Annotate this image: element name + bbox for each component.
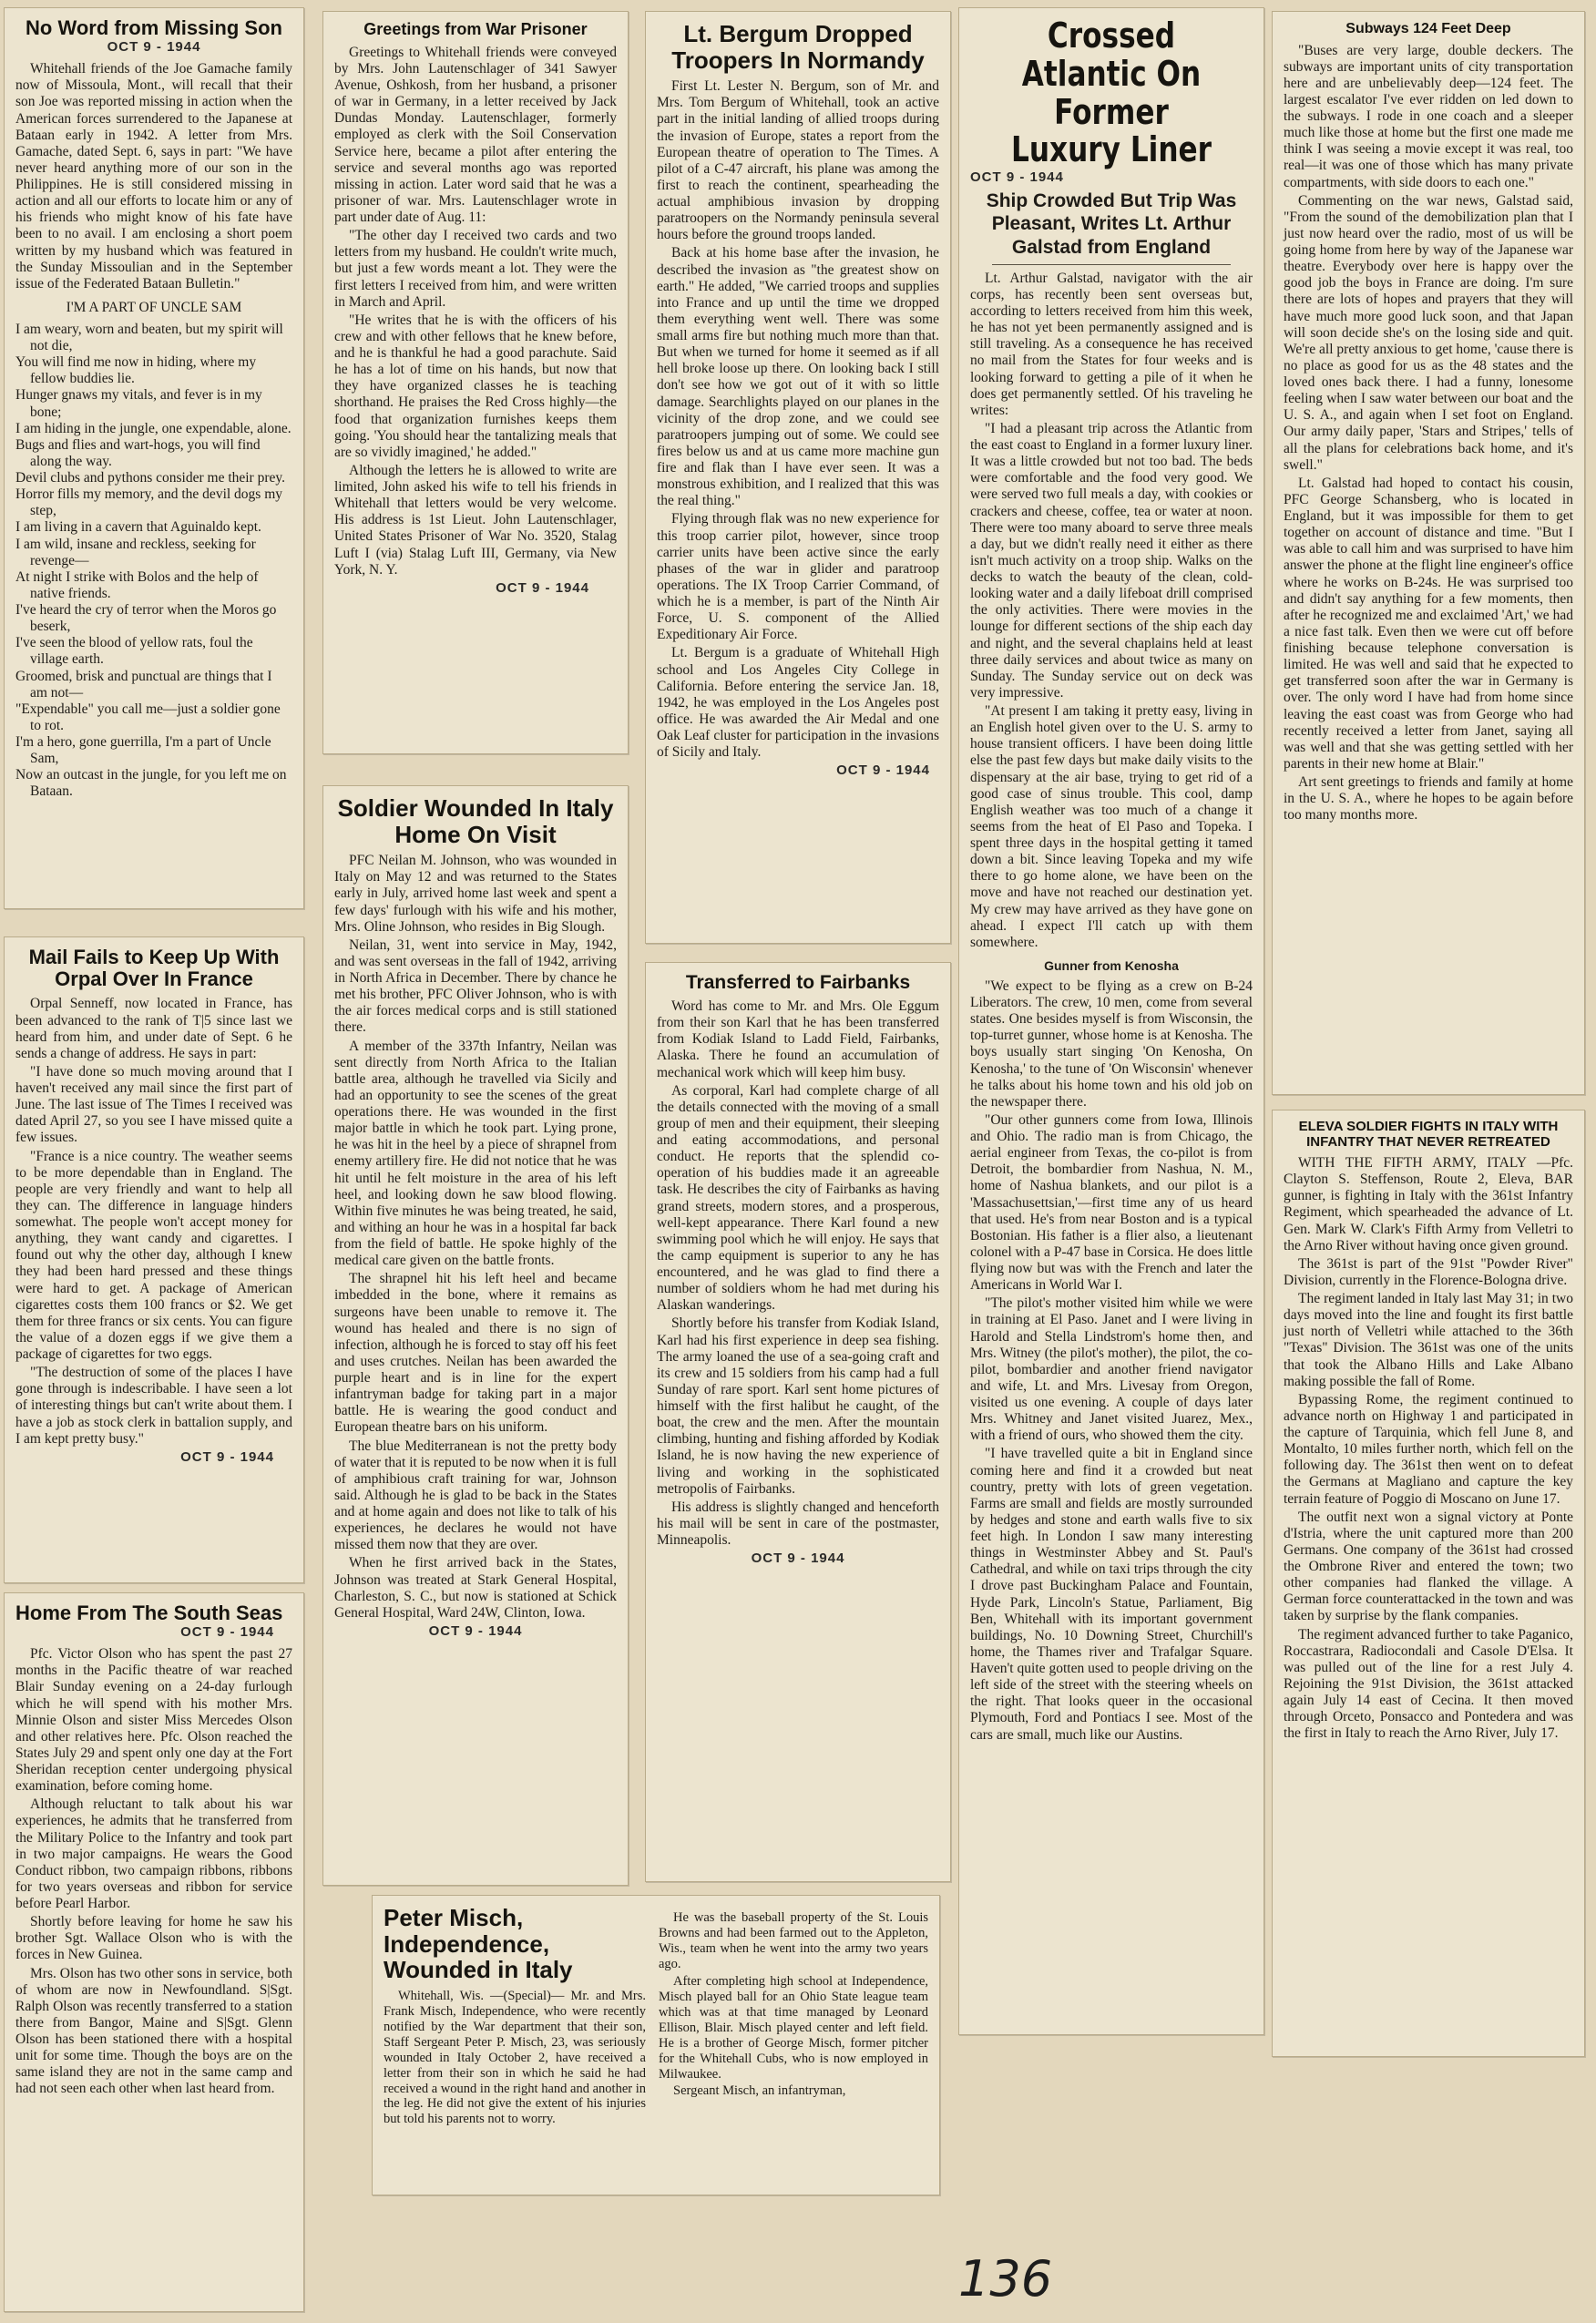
paragraph: Shortly before his transfer from Kodiak Island, Karl had his first experience in deep sea fishing. The army loaned the use of a sea-going craft and its crew and 15 soldiers from his camp had a full Sunday of rare sport. Karl sent home pictures of himself with the first halibut he caught, of the boat, the crew and the men. After the mountain climbing, hunting and fishing afforded by Kodiak Island, he is now having the new experience of living and working in the sophisticated metropolis of Fairbanks. [657,1315,939,1497]
poem-line: Hunger gnaws my vitals, and fever is in my bone; [15,387,262,420]
poem-line: I've seen the blood of yellow rats, foul the village earth. [15,635,253,668]
paragraph: Whitehall, Wis. —(Special)— Mr. and Mrs. Frank Misch, Independence, who were recently notified by the War department that their son, Staff Sergeant Peter P. Misch, 23, was seriously wounded in Italy October 2, have received a letter from their son in which he said he had received a wound in the right hand and another in the leg. He did not give the extent of his injuries but told his parents not to worry. [384,1988,646,2127]
article-peter-misch [372,1895,940,2195]
body-peter-misch-b [659,1910,928,2129]
paragraph: "I had a pleasant trip across the Atlantic from the east coast to England in a former luxury liner. It was a little crowded but not too bad. The beds were comfortable and the food very good. We were served two full meals a day, with cookies or crackers and cheese, coffee, tea or water at noon. There were too many aboard to serve three meals a day, but we didn't really need it either as there isn't much activity on a troop ship. Walks on the decks to watch the beauty of the clean, cold-looking water and a daily lifeboat drill comprised the only activities. There were movies in the lounge for different sections of the ship each day and night, and the several chaplains held at least three daily services and about twice as many on Sunday. The Sunday service out on deck was very impressive. [970,420,1253,701]
poem-line: I'm a hero, gone guerrilla, I'm a part of Uncle Sam, [15,734,271,767]
headline-galstad: Crossed Atlantic On Former Luxury Liner [1010,15,1212,170]
poem-line: You will find me now in hiding, where my fellow buddies lie. [15,354,257,387]
poem-line: At night I strike with Bolos and the help of native friends. [15,568,259,601]
paragraph: "We expect to be flying as a crew on B-24 Liberators. The crew, 10 men, come from several states. One besides myself is from Wisconsin, the top-turret gunner, whose home is at Kenosha. The boys usually start singing 'On Kenosha, On Kenosha,' to the tune of 'On Wisconsin' whenever he talks about his home town and his old job on the newspaper there. [970,977,1253,1110]
article-galstad [958,7,1264,2035]
poem-line: Groomed, brisk and punctual are things that I am not— [15,668,272,701]
paragraph: The regiment landed in Italy last May 31; in two days moved into the line and fought its first battle just north of Velletri while attached to the 36th "Texas" Division. The 361st was one of the units that took the Albano Hills and Lake Albano making possible the fall of Rome. [1284,1291,1573,1389]
paragraph: Word has come to Mr. and Mrs. Ole Eggum from their son Karl that he has been transferred from Kodiak Island to Ladd Field, Fairbanks, Alaska. There he found an accumulation of mechanical work which will keep him busy. [657,998,939,1080]
paragraph: "At present I am taking it pretty easy, living in an English hotel given over to the U. S. army to house transient officers. I have been doing little else the past few days but make daily visits to the dispensary at the air base, trying to get rid of a good case of sinus trouble. This cool, damp English weather was too much of a change it seems from the heat of El Paso and Topeka. I spent three days in the hospital getting it tamed down a bit. Since leaving Topeka and my wife there to go home alone, we have been on the move and have not reached our destination yet. My crew may have arrived as they have gone on ahead. I expect I'll catch up with them somewhere. [970,703,1253,950]
paragraph: The shrapnel hit his left heel and became imbedded in the bone, where it remains as surgeons have been unable to remove it. The wound has healed and there is no sign of infection, although he is forced to stay off his feet and uses crutches. Neilan has been awarded the purple heart and is in line for the expert infantryman badge for taking part in a major battle. He is wearing the good conduct and European theatre bars on his uniform. [334,1271,617,1436]
headline-missing-son: No Word from Missing Son [26,16,282,39]
paragraph: Flying through flak was no new experience for this troop carrier pilot, however, since troop carrier units have been active since the early phases of the war in glider and paratroop operations. The IX Troop Carrier Command, of which he is a member, is part of the Ninth Air Force, U. S. component of the Allied Expeditionary Air Force. [657,511,939,643]
article-subways [1272,11,1585,1095]
paragraph: Sergeant Misch, an infantryman, [673,2083,846,2099]
paragraph: Although the letters he is allowed to write are limited, John asked his wife to tell his friends in Whitehall that letters would be very welcome. His address is 1st Lieut. John Lautenschlager, United States Prisoner of War No. 3520, Stalag Luft I (via) Stalag Luft III, Germany, via New York, N. Y. [334,462,617,578]
paragraph: Lt. Galstad had hoped to contact his cousin, PFC George Schansberg, who is located in England, but it was impossible for them to get together on account of distance and time. "But I was able to call him and was surprised to have him answer the phone at the flight line engineer's office where he works on B-24s. He was surprised too and didn't say anything for a few moments, then after he recognized me and exclaimed 'Art,' we had a nice fast talk. Even then we were cut off before finishing because telephone conversation is limited. He was well and said that he expected to get transferred soon after the war in Germany is over. The only word I have had from home since leaving the east coast was from George who had recently received a letter from Janet, saying all was well and that she was getting settled with her parents in their new home at Blair." [1284,475,1573,772]
paragraph: A member of the 337th Infantry, Neilan was sent directly from North Africa to the Italian battle area, although he travelled via Sicily and had an opportunity to see the scenes of the great operations there. He was wounded in the first major battle in which he took part. Lying prone, he was hit in the heel by a piece of shrapnel from enemy artillery fire. He did not notice that he was hit until he felt moisture in the area of his left heel, and looking down he saw blood flowing. Within five minutes he was being treated, he said, and withing an hour he was in a hospital far back from the field of battle. He spoke highly of the medical care given on the battle fronts. [334,1038,617,1269]
paragraph: Back at his home base after the invasion, he described the invasion as "the greatest show on earth." He added, "We carried troops and supplies into France and up until the time we dropped them everything went well. There was some small arms fire but nothing much more than that. But when we turned for home it seemed as if all hell broke loose up there. On looking back I still don't see how we got out of it with so little damage. Searchlights played on our planes in the vicinity of the drop zone, and we could see paratroopers jumping out of some. We could see fires below us and at us came more machine gun fire and flak than I have ever seen. It was a monstrous exhibition, and I realized that this was the real thing." [657,245,939,509]
article-fairbanks [645,962,951,1882]
poem-title: I'M A PART OF UNCLE SAM [66,299,242,315]
headline-mail-fails: Mail Fails to Keep Up With Orpal Over In France [28,946,280,991]
headline-bergum: Lt. Bergum Dropped Troopers In Normandy [671,20,925,74]
article-bergum [645,11,951,944]
poem-line: "Expendable" you call me—just a soldier gone to rot. [15,701,281,733]
paragraph: When he first arrived back in the States, Johnson was treated at Stark General Hospital, Charleston, S. C., but now is stationed at Schick General Hospital, Ward 24W, Clinton, Iowa. [334,1555,617,1621]
headline-subways: Subways 124 Feet Deep [1345,21,1511,36]
paragraph: "I have travelled quite a bit in England since coming here and find it a crowded but neat country, pretty with lots of green vegetation. Farms are small and fields are mostly surrounded by hedges and stone and earth walls five to six feet high. In London I saw many interesting things in Westminster Abbey and St. Paul's Cathedral, and while on taxi trips through the city I drove past Buckingham Palace and Fountain, Hyde Park, Lincoln's Statue, Parliament, Big Ben, Whitehall with its important government buildings, No. 10 Downing Street, Churchill's home, the Thames river and Trafalgar Square. Haven't quite gotten used to people driving on the left side of the street with the steering wheels on the right. That looks queer in the occasional Plymouth, Ford and Pontiacs I see. Most of the cars are small, much like our Austins. [970,1446,1253,1743]
headline-peter-misch: Peter Misch, Independence, Wounded in Italy [384,1904,573,1984]
body-south-seas [15,1646,292,2097]
date-stamp: OCT 9 - 1944 [970,169,1064,186]
paragraph: First Lt. Lester N. Bergum, son of Mr. and Mrs. Tom Bergum of Whitehall, took an active part in the initial landing of allied troops during the invasion of Europe, states a report from the European theatre of operation to The Times. A pilot of a C-47 aircraft, his plane was among the first to reach the continent, spearheading the actual amphibious invasion by dropping paratroopers on the Normandy peninsula several hours before the ground troops landed. [657,78,939,243]
paragraph: "Buses are very large, double deckers. The subways are important units of city transportation here and are unbelievably deep—124 feet. The largest escalator I've ever ridden on led down to the subways. I rode in one coach and a sleeper much like those at home but the first one made me think I was seeing a movie except it was real, too real—it was one of those which has many private compartments, with side doors to each one." [1284,42,1573,190]
body-greetings [334,45,617,578]
paragraph: As corporal, Karl had complete charge of all the details connected with the moving of a small group of men and their equipment, their sleeping and eating accommodations, and personal conduct. He reports that the splendid co-operation of his buddies made it an agreeable task. He describes the city of Fairbanks as having grand streets, modern stores, and a prosperous, well-kept appearance. There Karl found a new swimming pool which he will enjoy. He says that the camp equipment is superior to any he has encountered, and he was glad to find there a number of soldiers whom he had met during his Alaskan wanderings. [657,1082,939,1314]
date-stamp: OCT 9 - 1944 [751,1550,845,1567]
date-stamp: OCT 9 - 1944 [836,762,930,779]
paragraph: Art sent greetings to friends and family at home in the U. S. A., where he hopes to be again before too many months more. [1284,774,1573,824]
headline-south-seas: Home From The South Seas [15,1602,283,1624]
headline-fairbanks: Transferred to Fairbanks [685,972,911,993]
paragraph: Pfc. Victor Olson who has spent the past 27 months in the Pacific theatre of war reached Blair Sunday evening on a 24-day furlough which he will spend with his mother Mrs. Minnie Olson and sister Miss Mercedes Olson and other relatives here. Pfc. Olson reached the States July 29 and spent only one day at the Fort Sheridan reception center undergoing physical examination, before coming home. [15,1646,292,1795]
headline-soldier-wounded: Soldier Wounded In Italy Home On Visit [337,794,614,848]
paragraph: Bypassing Rome, the regiment continued to advance north on Highway 1 and participated in the capture of Tarquinia, which fell June 8, and Montalto, 10 miles further north, which fell on the following day. The 361st then went on to defeat the Germans at Magliano and capture the key terrain feature of Poggio di Moscano on June 17. [1284,1391,1573,1507]
article-south-seas [4,1592,304,2312]
body-galstad-2 [970,978,1253,1744]
paragraph: The outfit next won a signal victory at Ponte d'Istria, where the unit captured more than 200 Germans. One company of the 361st had crossed the Ombrone River and entered the town; two other companies had flanked the village. A German force counterattacked in the town and was taken by surprise by the flank companies. [1284,1509,1573,1624]
poem [15,322,292,801]
paragraph: Lt. Bergum is a graduate of Whitehall High school and Los Angeles City College in California. Before entering the service Jan. 18, 1942, he was employed in the Los Angeles post office. He was awarded the Air Medal and one Oak Leaf cluster for participation in the invasions of Sicily and Italy. [657,645,939,761]
body-missing-son [15,61,292,292]
article-greetings [322,11,629,754]
paragraph: "France is a nice country. The weather seems to be more dependable than in England. The people are very friendly and want to help all they can. The difference in language hinders somewhat. The people won't accept money for anything, they want candy and cigarettes. I found out why the other day, although I knew they had been hard pressed and these things were hard to get. A package of American cigarettes costs them 100 francs or $2. We get them for three francs or six cents. You can figure the value of a dozen eggs if we give them a package of cigarettes for two eggs. [15,1148,292,1362]
paragraph: "I have done so much moving around that I haven't received any mail since the first part of June. The last issue of The Times I received was dated April 27, so you see I have missed quite a few issues. [15,1063,292,1146]
date-stamp: OCT 9 - 1944 [496,579,589,596]
paragraph: "The other day I received two cards and two letters from my husband. He couldn't write much, but just a few words meant a lot. They were the first letters I received from him, and were written in March and April. [334,228,617,310]
poem-line: Horror fills my memory, and the devil dogs my step, [15,486,283,519]
date-stamp: OCT 9 - 1944 [180,1624,274,1641]
body-soldier-wounded [334,853,617,1622]
headline-eleva: ELEVA SOLDIER FIGHTS IN ITALY WITH INFANTRY THAT NEVER RETREATED [1298,1119,1559,1150]
paragraph: His address is slightly changed and henceforth his mail will be sent in care of the postmaster, Minneapolis. [657,1499,939,1549]
headline-greetings: Greetings from War Prisoner [363,20,588,38]
paragraph: WITH THE FIFTH ARMY, ITALY —Pfc. Clayton S. Steffenson, Route 2, Eleva, BAR gunner, is fighting in Italy with the 361st Infantry Regiment, which spearheaded the advance of Lt. Gen. Mark W. Clark's Fifth Army from Velletri to the Arno River without having once given ground. [1284,1155,1573,1254]
page-number: 136 [958,2250,1053,2308]
subhead-kenosha: Gunner from Kenosha [1044,957,1179,973]
article-mail-fails [4,936,304,1583]
paragraph: Orpal Senneff, now located in France, has been advanced to the rank of T|5 since last we heard from him, and under date of Sept. 6 he sends a change of address. He says in part: [15,996,292,1061]
body-bergum [657,78,939,761]
divider [992,264,1231,265]
paragraph: "He writes that he is with the officers of his crew and with other fellows that he knew before, and he is thankful he had a good parachute. Said he has a lot of time on his hands, but now that they have organized classes he is teaching shorthand. He praises the Red Cross highly—the food that organization furnishes keeps them going. 'You should hear the tantalizing meals that are so vividly imagined,' he added." [334,312,617,460]
date-stamp: OCT 9 - 1944 [180,1448,274,1465]
paragraph: Greetings to Whitehall friends were conveyed by Mrs. John Lautenschlager of 341 Sawyer Avenue, Oshkosh, from her husband, a prisoner of war in Germany, in a letter received by Jack Dundas Monday. Lautenschlager, formerly employed as clerk with the Soil Conservation Service here, became a pilot after entering the service and several months ago was reported missing in action. Later word said that he was a prisoner of war. Mrs. Lautenschlager wrote in part under date of Aug. 11: [334,44,617,226]
body-peter-misch-a [384,1989,646,2128]
paragraph: "The destruction of some of the places I have gone through is indescribable. I have seen a lot of interesting things but can't write about them. I have a job as stock clerk in battalion supply, and I am kept pretty busy." [15,1365,292,1447]
poem-line: I've heard the cry of terror when the Moros go beserk, [15,602,277,635]
paragraph: Although reluctant to talk about his war experiences, he admits that he transferred from the Military Police to the Infantry and took part in two major campaigns. He wears the Good Conduct ribbon, two campaign ribbons, ribbons for two years overseas and ribbon for service before Pearl Harbor. [15,1796,292,1912]
poem-line: Devil clubs and pythons consider me their prey. [15,470,286,486]
article-eleva [1272,1110,1585,2057]
paragraph: He was the baseball property of the St. Louis Browns and had been farmed out to the Appleton, Wis., team when he went into the army two years ago. [659,1910,928,1971]
article-missing-son [4,7,304,909]
body-fairbanks [657,998,939,1549]
body-subways [1284,43,1573,824]
paragraph: The regiment advanced further to take Paganico, Roccastrara, Radiocondali and Casole D'Elsa. It was pulled out of the line for a rest July 4. Rejoining the 91st Division, the 361st attacked again July 14 east of Cecina. It then moved through Orceto, Ponsacco and Pontedera and was the first in Italy to reach the Arno River, July 17. [1284,1626,1573,1742]
body-eleva [1284,1155,1573,1742]
body-mail-fails [15,996,292,1447]
paragraph: Lt. Arthur Galstad, navigator with the air corps, has recently been sent overseas but, according to letters received from him this week, he has not yet been permanently assigned and is still traveling. As a consequence he has received no mail from the States for four weeks and is looking forward to getting a pile of it when he does get permanently settled. Of his traveling he writes: [970,270,1253,418]
paragraph: Mrs. Olson has two other sons in service, both of whom are now in Newfoundland. S|Sgt. Ralph Olson was recently transferred to a station there from Bangor, Maine and S|Sgt. Glenn Olson has been stationed there with a hospital unit for some time. Though the boys are on the same island they are not in the same camp and had not seen each other when last heard from. [15,1965,292,2097]
paragraph: After completing high school at Independence, Misch played ball for an Ohio State league team which was at that time managed by Leonard Ellison, Blair. Misch played center and left field. He is a brother of George Misch, former pitcher for the Whitehall Cubs, who is now employed in Milwaukee. [659,1973,928,2082]
deck-galstad: Ship Crowded But Trip Was Pleasant, Writes Lt. Arthur Galstad from England [986,190,1237,258]
poem-line: I am weary, worn and beaten, but my spirit will not die, [15,321,283,354]
poem-line: Now an outcast in the jungle, for you left me on Bataan. [15,767,287,800]
article-soldier-wounded [322,785,629,1886]
paragraph: "Our other gunners come from Iowa, Illinois and Ohio. The radio man is from Chicago, the aerial engineer from Texas, the co-pilot is from Detroit, the bombardier from Nashua, N. M., home of Nashua blankets, and our pilot is a 'Massachusettsian,'—first time any of us heard that used. He's from near Boston and is a typical Bostonian. His father is a flier also, a lieutenant colonel with a P-47 base in Corsica. He does little flying now but was with the French and later the Americans in World War I. [970,1111,1253,1294]
paragraph: Neilan, 31, went into service in May, 1942, and was sent overseas in the fall of 1942, arriving in North Africa in December. There by chance he met his brother, PFC Oliver Johnson, who is with the air forces medical corps and is still stationed there. [334,936,617,1036]
paragraph: The blue Mediterranean is not the pretty body of water that it is reputed to be now when it is full of amphibious craft training for war, Johnson said. Although he is glad to be back in the States and at home again and does not like to talk of his experiences, he declares he would not have missed them now that they are over. [334,1438,617,1553]
paragraph: The 361st is part of the 91st "Powder River" Division, currently in the Florence-Bologna drive. [1284,1255,1573,1288]
date-stamp: OCT 9 - 1944 [107,39,201,56]
body-galstad [970,271,1253,951]
date-stamp: OCT 9 - 1944 [428,1622,523,1639]
poem-line: I am wild, insane and reckless, seeking for revenge— [15,536,256,568]
paragraph: "The pilot's mother visited him while we were in training at El Paso. Janet and I were living in Harold and Stella Lindstrom's home then, and Mrs. Witney (the pilot's mother), the pilot, the co-pilot, bombardier and another friend navigator and wife, Lt. and Mrs. Livesay from Oregon, visited us one evening. A couple of days later Mrs. Whitney and Janet visited Juarez, Mex., with a friend of ours, who showed them the city. [970,1295,1253,1444]
paragraph: Commenting on the war news, Galstad said, "From the sound of the demobilization plan that I just now heard over the radio, most of us will be going home from here by way of the Japanese war theatre. Everybody over here is happy over the good job the boys in France are doing. I'm sure there are lots of hopes and prayers that they will have much more good luck soon, and that Japan will soon decide she's on the losing side and quit. We're all pretty anxious to get home, 'cause there is no place as good for us as the 48 states and the loved ones back there. I had a funny, lonesome feeling when I saw water between our boat and the U. S. A., and again when I set foot on England. Our army daily paper, 'Stars and Stripes,' tells of all the plans for celebrations back home, and it's swell." [1284,192,1573,473]
poem-line: I am hiding in the jungle, one expendable, alone. [15,420,292,436]
paragraph: Shortly before leaving for home he saw his brother Sgt. Wallace Olson who is with the forces in New Guinea. [15,1914,292,1963]
poem-line: I am living in a cavern that Aguinaldo kept. [15,519,261,536]
paragraph: Whitehall friends of the Joe Gamache family now of Missoula, Mont., will recall that their son Joe was reported missing in action when the American forces surrendered to the Japanese at Bataan early in 1942. A letter from Mrs. Gamache, dated Sept. 6, says in part: "We have never heard anything more of our son in the Philippines. He is still considered missing in action and all our efforts to locate him or any of his friends who might know of his fate have been to no avail. I am enclosing a short poem written by my husband which was featured in the Sunday Missoulian and in the September issue of the Federated Bataan Bulletin." [15,61,292,292]
paragraph: PFC Neilan M. Johnson, who was wounded in Italy on May 12 and was returned to the States early in July, arrived home last week and spent a few days' furlough with his wife and his mother, Mrs. Oline Johnson, who resides in Big Slough. [334,853,617,935]
poem-line: Bugs and flies and wart-hogs, you will find along the way. [15,436,261,469]
